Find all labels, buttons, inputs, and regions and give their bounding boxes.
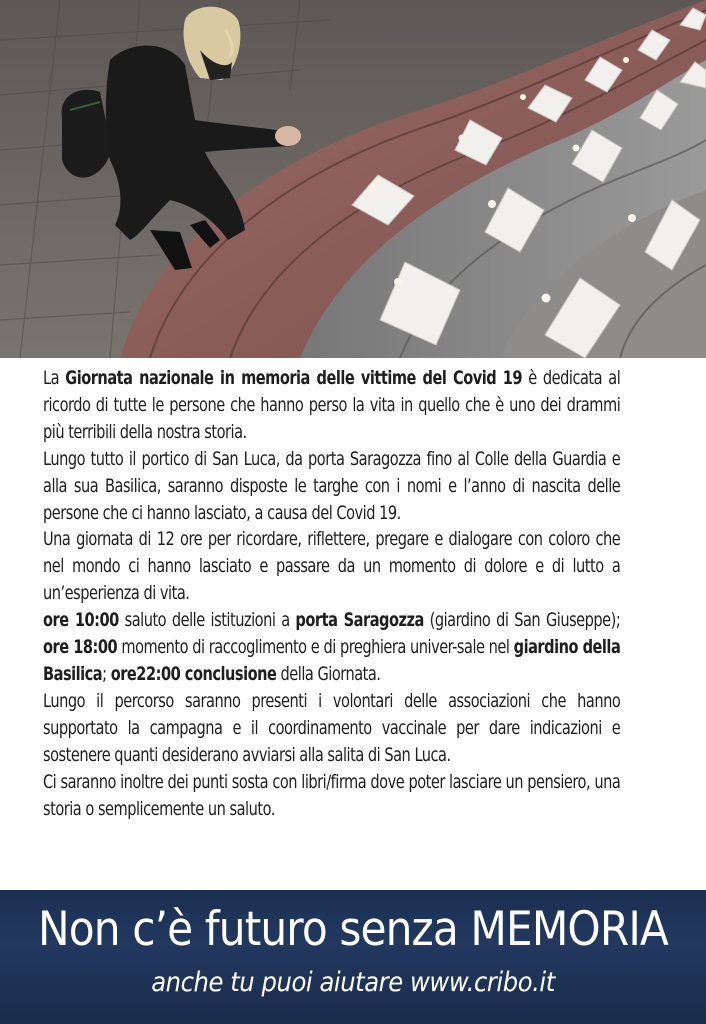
time-2200: ore22:00 conclusione: [110, 663, 277, 685]
intro-paragraph: La Giornata nazionale in memoria delle vittime del Covid 19 è dedicata al ricordo di tutte le persone che hanno perso la vita in quello che è uno dei drammi più terribili della nostra storia.: [43, 368, 621, 443]
time-1800: ore 18:00: [43, 637, 118, 659]
memorial-scene-illustration: [0, 0, 706, 358]
volunteers-paragraph: Lungo il percorso saranno presenti i volontari delle associazioni che hanno supportato la campagna e il coordinamento vaccinale per dare indicazioni e sostenere quanti desiderano avviarsi alla salita di San Luca.: [43, 690, 621, 766]
place-giardino-basilica: giardino della Basilica: [43, 637, 621, 685]
time-1000: ore 10:00: [43, 610, 119, 632]
rest-points-paragraph: Ci saranno inoltre dei punti sosta con libri/firma dove poter lasciare un pensiero, una storia o semplicemente un saluto.: [43, 771, 621, 820]
memorial-photo: [0, 0, 706, 358]
place-porta-saragozza: porta Saragozza: [295, 610, 424, 632]
info-text: [43, 366, 620, 823]
day-paragraph: Una giornata di 12 ore per ricordare, riflettere, pregare e dialogare con coloro che nel mondo ci hanno lasciato e passare da un momento di dolore e di lutto a un’esperienza di vita.: [43, 529, 621, 605]
event-name: Giornata nazionale in memoria delle vittime del Covid 19: [65, 368, 523, 389]
portico-paragraph: Lungo tutto il portico di San Luca, da porta Saragozza fino al Colle della Guardia e alla sua Basilica, saranno disposte le targhe con i nomi e l’anno di nascita delle persone che ci hanno lasciato, a causa del Covid 19.: [43, 448, 621, 524]
banner-subtitle: anche tu puoi aiutare www.cribo.it: [151, 967, 555, 998]
schedule-paragraph: ore 10:00 saluto delle istituzioni a porta Saragozza (giardino di San Giuseppe); ore 18:00 momento di raccoglimento e di preghiera univer-sale nel giardino della Basilica; ore22:00 conclusione della Giornata.: [43, 610, 621, 685]
banner-title: Non c’è futuro senza MEMORIA: [38, 902, 668, 957]
bottom-banner: [0, 890, 706, 1024]
